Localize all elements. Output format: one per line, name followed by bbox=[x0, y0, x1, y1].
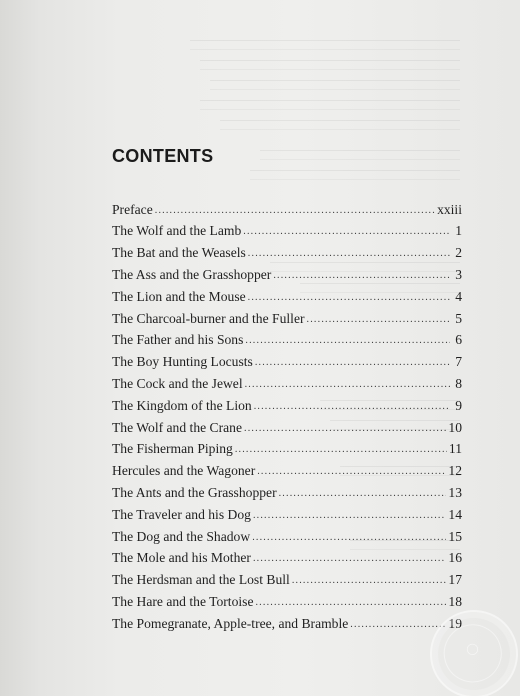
toc-entry-page: 2 bbox=[455, 245, 462, 261]
toc-entry bbox=[112, 483, 462, 505]
toc-dot-leader bbox=[254, 396, 450, 410]
toc-entry bbox=[112, 353, 462, 375]
toc-entry-title: The Traveler and his Dog bbox=[112, 506, 251, 522]
toc-entry-page: 7 bbox=[455, 354, 462, 370]
toc-entry-page: 14 bbox=[448, 506, 462, 522]
toc-entry-title: The Wolf and the Lamb bbox=[112, 223, 242, 239]
toc-entry-title: The Cock and the Jewel bbox=[112, 375, 243, 391]
toc-entry-title: The Pomegranate, Apple-tree, and Bramble bbox=[112, 615, 349, 631]
toc-entry bbox=[112, 440, 462, 462]
toc-dot-leader bbox=[307, 309, 450, 323]
toc-entry-title: Preface bbox=[112, 201, 153, 217]
toc-entry-page: 15 bbox=[448, 528, 462, 544]
toc-entry-title: The Fisherman Piping bbox=[112, 441, 233, 457]
toc-entry bbox=[112, 374, 462, 396]
toc-entry-title: The Ants and the Grasshopper bbox=[112, 484, 277, 500]
toc-entry bbox=[112, 527, 462, 549]
toc-entry-page: 5 bbox=[455, 310, 462, 326]
toc-entry-title: The Boy Hunting Locusts bbox=[112, 354, 253, 370]
toc-entry-page: 1 bbox=[455, 223, 462, 239]
toc-entry-title: The Lion and the Mouse bbox=[112, 288, 246, 304]
toc-entry bbox=[112, 265, 462, 287]
toc-dot-leader bbox=[253, 549, 446, 563]
toc-dot-leader bbox=[243, 222, 450, 236]
toc-dot-leader bbox=[273, 265, 450, 279]
toc-entry bbox=[112, 462, 462, 484]
toc-dot-leader bbox=[248, 244, 450, 258]
table-of-contents bbox=[112, 200, 462, 636]
contents-heading: CONTENTS bbox=[112, 146, 214, 166]
toc-dot-leader bbox=[255, 353, 450, 367]
toc-entry-page: 19 bbox=[448, 615, 462, 631]
toc-entry bbox=[112, 614, 462, 636]
toc-entry-title: The Kingdom of the Lion bbox=[112, 397, 252, 413]
toc-entry-title: The Herdsman and the Lost Bull bbox=[112, 572, 290, 588]
toc-entry-page: 12 bbox=[448, 463, 462, 479]
toc-entry bbox=[112, 549, 462, 571]
toc-entry-page: 18 bbox=[448, 593, 462, 609]
toc-dot-leader bbox=[279, 483, 447, 497]
toc-entry bbox=[112, 396, 462, 418]
toc-entry-title: The Hare and the Tortoise bbox=[112, 593, 254, 609]
toc-entry bbox=[112, 200, 462, 222]
toc-entry-title: The Mole and his Mother bbox=[112, 550, 251, 566]
toc-entry-page: 8 bbox=[455, 375, 462, 391]
toc-dot-leader bbox=[244, 418, 446, 432]
toc-entry-page: 3 bbox=[455, 266, 462, 282]
toc-entry-page: xxiii bbox=[437, 201, 462, 217]
toc-dot-leader bbox=[248, 287, 450, 301]
toc-entry-page: 17 bbox=[448, 572, 462, 588]
toc-dot-leader bbox=[235, 440, 447, 454]
toc-entry bbox=[112, 418, 462, 440]
toc-entry-title: Hercules and the Wagoner bbox=[112, 463, 256, 479]
toc-entry bbox=[112, 309, 462, 331]
toc-dot-leader bbox=[155, 200, 435, 214]
toc-entry bbox=[112, 244, 462, 266]
toc-entry-page: 11 bbox=[448, 441, 462, 457]
seal-watermark-icon: ◯ bbox=[419, 599, 520, 696]
toc-entry-page: 13 bbox=[448, 484, 462, 500]
toc-entry bbox=[112, 505, 462, 527]
toc-entry-title: The Charcoal-burner and the Fuller bbox=[112, 310, 305, 326]
toc-dot-leader bbox=[257, 462, 446, 476]
toc-dot-leader bbox=[253, 505, 446, 519]
toc-dot-leader bbox=[292, 571, 447, 585]
toc-entry bbox=[112, 592, 462, 614]
toc-entry bbox=[112, 222, 462, 244]
toc-entry bbox=[112, 287, 462, 309]
toc-dot-leader bbox=[245, 374, 450, 388]
toc-entry bbox=[112, 331, 462, 353]
toc-entry-page: 10 bbox=[448, 419, 462, 435]
toc-entry-title: The Ass and the Grasshopper bbox=[112, 266, 272, 282]
toc-entry-title: The Wolf and the Crane bbox=[112, 419, 243, 435]
toc-dot-leader bbox=[252, 527, 446, 541]
toc-entry bbox=[112, 571, 462, 593]
toc-dot-leader bbox=[245, 331, 450, 345]
toc-dot-leader bbox=[350, 614, 446, 628]
toc-entry-page: 16 bbox=[448, 550, 462, 566]
toc-entry-page: 6 bbox=[455, 332, 462, 348]
toc-entry-title: The Father and his Sons bbox=[112, 332, 244, 348]
toc-entry-title: The Dog and the Shadow bbox=[112, 528, 251, 544]
toc-dot-leader bbox=[255, 592, 446, 606]
toc-entry-page: 4 bbox=[455, 288, 462, 304]
toc-entry-page: 9 bbox=[455, 397, 462, 413]
toc-entry-title: The Bat and the Weasels bbox=[112, 245, 246, 261]
